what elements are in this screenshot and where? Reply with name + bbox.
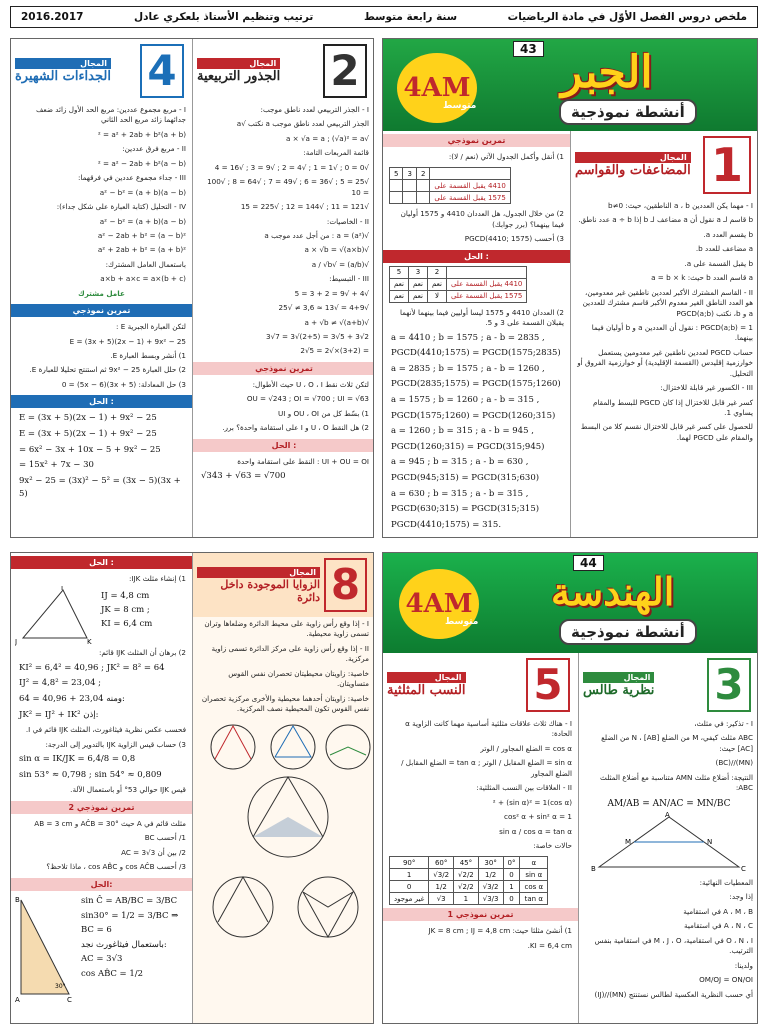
table-cell: √3 <box>429 893 454 905</box>
thales-ratio: AM/AB = AN/AC = MN/BC <box>607 798 731 809</box>
domain-5-tag: المجال <box>387 672 466 683</box>
geometry-4am-logo: 4AM <box>399 569 479 639</box>
domain-5-text-line: (cos α)² + (sin α)² = 1 <box>492 797 572 807</box>
table-cell: لا <box>427 290 446 302</box>
solution-steps <box>383 331 570 534</box>
table-cell <box>430 168 510 180</box>
domain-4-common-factor-note: عامل مشترك <box>78 288 125 298</box>
exercise-2-line: 3/ أحسب cos AĈB و cos AB̂C ، ماذا تلاحظ؟ <box>46 862 186 872</box>
domain-4-solution-line: 9x² − 25 = (3x)² − 5² = (3x − 5)(3x + 5) <box>19 475 181 500</box>
domain-4-solution-line: E = (3x + 5)(2x − 1) + 9x² − 25 <box>19 413 157 424</box>
solution-question-3: 3) حساب قيس الزاوية IJK بالتدوير إلى الدرجة: <box>45 739 186 749</box>
domain-2-exercise-line: OU = √243 ; OI = √700 ; UI = √63 <box>246 394 369 404</box>
algebra-cover <box>383 39 758 131</box>
domain-4-text-line: a² + 2ab + b² = (a + b)² <box>97 245 186 255</box>
table-header-cell: 30° <box>478 857 503 869</box>
table-header-cell: 60° <box>429 857 454 869</box>
panel-circle-angles <box>10 552 374 1024</box>
domain-1-text-line: III - الكسور غير قابلة للاختزال: <box>660 383 753 393</box>
domain-8-column <box>193 553 374 1023</box>
pgcd-step: PGCD(945;315) = PGCD(315;630) <box>391 472 540 483</box>
domain-4-text-line: a² − b² = (a + b)(a − b) <box>99 187 186 197</box>
domain-3-body-2 <box>579 876 758 1002</box>
triangle-ijk-figure <box>15 586 95 646</box>
table-cell: غير موجود <box>390 893 429 905</box>
svg-text:K: K <box>87 638 92 647</box>
given-length: JK = 8 cm ; <box>101 605 150 616</box>
algebra-badge: متوسط <box>443 101 477 111</box>
triangle-ijk-block <box>11 586 192 646</box>
domain-3-text-line: النتيجة: أضلاع مثلث AMN متناسبة مع أضلاع المثلث ABC: <box>600 772 753 793</box>
given-length: KI = 6,4 cm <box>101 618 153 629</box>
geometry-badge: متوسط <box>445 617 479 627</box>
domain-3-text-line: (MN)//(BC) <box>715 758 753 768</box>
table-cell <box>403 180 416 192</box>
domain-1-text-line: b قاسم لـ a نقول أن a مضاعف لـ b إذا a ÷ b عدد ناطق. <box>578 215 753 225</box>
domain-8-header <box>193 553 374 617</box>
exercise-question-1: 1) أنقل وأكمل الجدول الآتي (نعم / لا): <box>448 152 564 161</box>
solution-question-1: 1) إنشاء مثلث IJK: <box>128 574 186 583</box>
domain-2-solution: UI + OU = OI : النقط على استقامة واحدة <box>237 456 369 466</box>
table-cell: 0 <box>503 869 520 881</box>
domain-4-text-line: باستعمال العامل المشترك: <box>105 259 186 269</box>
table-cell: نعم <box>408 290 427 302</box>
domain-5-text-line: sin α / cos α = tan α <box>499 826 572 836</box>
trig-values-table <box>389 856 548 905</box>
domain-3-text-line: أي حسب النظرية العكسية لطالس نستنتج (MN)//(IJ) <box>594 989 753 999</box>
calc-line: JK² = IJ² + IK² إذن: <box>19 709 99 720</box>
pgcd-step: a = 2835 ; b = 1575 ; a - b = 1260 , <box>391 363 545 374</box>
domain-1-text-line: حساب PGCD لعددين ناطقين غير معدومين يستعمل خوارزمية إقليدس (القسمة الإقليدية) أو خوارزمية الفروق أو التحليل. <box>577 347 753 378</box>
domain-1-exercise-bar: تمرين نموذجي <box>383 134 570 147</box>
exercise-2-solution-line: cos AB̂C = 1/2 <box>81 969 144 980</box>
domain-2-text-line: I - الجذر التربيعي لعدد ناطق موجب: <box>260 105 369 114</box>
calc-line: IJ² = 4,8² = 23,04 ; <box>19 678 102 689</box>
table-cell: 0 <box>390 881 429 893</box>
sine-degree-values: sin 53° ≈ 0,798 ; sin 54° ≈ 0,809 <box>19 769 162 780</box>
domain-2-text-line: √(a²) = a : من أجل عدد موجب a <box>264 230 369 240</box>
domain-2-tag: المجال <box>197 58 280 69</box>
exercise-2-bar: تمرين نموذجي 2 <box>11 801 192 814</box>
svg-text:C: C <box>67 995 72 1004</box>
exercise-question-2: 2) من خلال الجدول، هل العددان 4410 و 1575 أوليان فيما بينهما؟ (برر جوابك) <box>400 209 564 229</box>
domain-8-title: الزوايا الموجودة داخل دائرة <box>220 577 321 604</box>
domain-2-column <box>193 39 374 537</box>
domain-2-text-line: II - الخاصيات: <box>326 216 369 226</box>
angle-result: قيس IJK حوالي 53° أو باستعمال الآلة. <box>70 785 186 795</box>
table-header-cell: α <box>520 857 548 869</box>
domain-1-text-line: a مضاعف للعدد b. <box>695 244 753 254</box>
domain-4-solution-line: = 15x² + 7x − 30 <box>19 460 94 471</box>
domain-4-text-line: a×b + a×c = a×(b + c) <box>100 274 186 284</box>
table-row-label: 4410 يقبل القسمة على <box>446 278 526 290</box>
domain-1-column <box>571 131 758 537</box>
table-cell: نعم <box>427 278 446 290</box>
table-cell: 2 <box>427 266 446 278</box>
pgcd-step: PGCD(2835;1575) = PGCD(1575;1260) <box>391 379 561 390</box>
domain-5-exercise-bar: تمرين نموذجي 1 <box>383 908 578 921</box>
domain-3-body <box>579 717 758 796</box>
table-cell: 3 <box>408 266 427 278</box>
domain-4-number: 4 <box>147 46 177 95</box>
table-cell: 1 <box>454 893 479 905</box>
domain-4-tag: المجال <box>15 58 111 69</box>
domain-3-text-line: A ، N ، C في استقامية <box>684 921 753 931</box>
exercise-2-line: مثلث قائم في A حيث AĈB = 30° و AB = 3 cm <box>34 818 186 828</box>
domain-4-text-line: (a − b)² = a² − 2ab + b² <box>97 158 186 168</box>
domain-4-exercise-bar: تمرين نموذجي <box>11 304 192 317</box>
table-cell: tan α <box>520 893 548 905</box>
domain-4-exercise-line: لتكن العبارة الجبرية E : <box>116 322 186 332</box>
domain-2-exercise-line: 2) هل النقط U ، O و I على استقامة واحدة؟ برر. <box>222 423 369 433</box>
table-cell: 5 <box>390 168 403 180</box>
table-cell: نعم <box>390 278 409 290</box>
header-year: 2016.2017 <box>21 11 84 23</box>
domain-2-text-line: √a × √b = √(a×b) <box>304 245 369 255</box>
domain-4-solution-line: E = (3x + 5)(2x − 1) + 9x² − 25 <box>19 428 157 439</box>
header-level: سنة رابعة متوسط <box>363 11 458 23</box>
panel-algebra <box>382 38 758 538</box>
pgcd-step: a = 1575 ; b = 1260 ; a - b = 315 , <box>391 395 540 405</box>
table-cell: 3 <box>403 168 416 180</box>
right-triangle-figure <box>15 894 75 1004</box>
svg-text:A: A <box>15 995 20 1004</box>
table-row-label: 1575 يقبل القسمة على <box>430 192 510 204</box>
domain-2-exercise <box>193 378 374 436</box>
domain-4-text-line: III - جداء مجموع عددين في فرقهما: <box>78 173 186 183</box>
table-cell: 5 <box>390 266 409 278</box>
domain-1-text-line: II - القاسم المشترك الأكبر لعددين ناطقين غير معدومين، هو العدد الناطق الغير معدوم الأكبر قاسم مشترك للعددين a و b، نكتب PGCD(a;b) <box>582 287 753 318</box>
table-cell: √3/3 <box>478 893 503 905</box>
domain-1-text-line: كسر غير قابل للاختزال إذا كان PGCD للبسط والمقام يساوي 1. <box>593 397 753 417</box>
domain-5-number-box <box>526 658 570 712</box>
domain-8-text-line: خاصية: زاويتان أحدهما محيطية والأخرى مركزية تحصران نفس القوس تكون المحيطية نصف المركزية. <box>201 693 369 714</box>
svg-text:30°: 30° <box>55 982 66 990</box>
table-cell: √2/2 <box>454 869 479 881</box>
geometry-cover <box>383 553 758 653</box>
table-cell <box>446 266 526 278</box>
domain-2-solution-bar: الحل : <box>193 439 374 452</box>
pgcd-step: a = 630 ; b = 315 ; a - b = 315 , <box>391 488 529 499</box>
table-cell: 0 <box>503 893 520 905</box>
pgcd-step: a = 1260 ; b = 315 ; a - b = 945 , <box>391 426 534 437</box>
domain-2-exercise-line: 1) بسّط كل من OU ، OI و UI <box>278 408 369 418</box>
domain-3-title: نظرية طالس <box>583 683 655 698</box>
domain-3-number: 3 <box>714 660 744 709</box>
exercise-2-solution-bar: الحل: <box>11 878 192 891</box>
domain-2-text-line: √25 = 5 ; √36 = 6 ; √49 = 7 ; √64 = 8 ; √100 = 10 <box>207 177 369 197</box>
domain-5-exercise-line: KI = 6,4 cm. <box>527 940 572 950</box>
table-cell: √3/2 <box>478 881 503 893</box>
table-cell: cos α <box>520 881 548 893</box>
domain-1-text-line: I - مهما يكن العددين a ، b الناطقين، حيث: b≠0 <box>607 201 753 210</box>
table-row <box>390 881 548 893</box>
table-cell: 1/2 <box>429 881 454 893</box>
domain-2-text-line: √4 + √9 = 2 + 3 = 5 <box>294 288 369 298</box>
table-cell: 1/2 <box>478 869 503 881</box>
domain-2-text-line: 2√3 + 5√3 = (2+5)√3 = 7√3 <box>266 332 369 341</box>
domain-2-solution-math: √343 + √63 = √700 <box>201 471 286 482</box>
exercise-2-solution-math <box>73 894 189 984</box>
domain-1-title: المضاعفات والقواسم <box>575 163 691 178</box>
domain-4-number-box <box>140 44 184 98</box>
pgcd-step: a = 4410 ; b = 1575 ; a - b = 2835 , <box>391 332 545 343</box>
domain-2-text-line: III - التبسيط: <box>329 274 369 284</box>
pgcd-step: PGCD(4410;1575) = 315. <box>391 519 502 530</box>
algebra-title: الجبر <box>561 47 653 98</box>
algebra-subtitle: أنشطة نموذجية <box>559 99 697 125</box>
exercise-2-line: 1/ أحسب BC <box>144 833 186 843</box>
svg-text:M: M <box>625 838 632 847</box>
domain-2-text-line: √(a/b) = √a / √b <box>311 259 369 269</box>
domain-1-number: 1 <box>711 138 744 192</box>
solution-calculation <box>11 661 192 723</box>
domain-5-text-line: I - هناك ثلاث علاقات مثلثية أساسية مهما كانت الزاوية α الحادة: <box>405 719 572 739</box>
domain-2-exercise-bar: تمرين نموذجي <box>193 362 374 375</box>
domain-2-number-box <box>323 44 367 98</box>
geometry-title: الهندسة <box>551 569 675 614</box>
domain-1-text-line: b يقبل القسمة على a. <box>684 258 753 268</box>
triangle-given-lengths <box>101 590 152 631</box>
domain-4-title: الجداءات الشهيرة <box>15 69 111 84</box>
domain-8-number-box <box>324 558 367 612</box>
table-cell <box>403 192 416 204</box>
svg-text:A: A <box>665 812 670 820</box>
table-row <box>390 869 548 881</box>
table-header-cell: 90° <box>390 857 429 869</box>
domain-2-body <box>193 103 374 359</box>
table-cell <box>416 192 429 204</box>
domain-4-exercise-line: E = (3x + 5)(2x − 1) + 9x² − 25 <box>69 336 186 346</box>
exercise-2-line: 2/ بين أن AC = 3√3 <box>121 847 186 857</box>
domain-5-text-line: cos² α + sin² α = 1 <box>504 812 572 822</box>
domain-8-text-line: خاصية: زاويتان محيطيتان تحصران نفس القوس متساويتان. <box>228 668 369 689</box>
page-header <box>10 6 758 28</box>
domain-4-text-line: II - مربع فرق عددين: <box>122 144 186 154</box>
svg-text:I: I <box>61 586 64 593</box>
algebra-page-number: 43 <box>513 41 544 57</box>
domain-1-number-box <box>703 136 751 194</box>
domain-5-text-line: II - العلاقات بين النسب المثلثية: <box>476 783 572 793</box>
domain-4-body <box>11 103 192 287</box>
table-cell <box>390 192 403 204</box>
exercise-table <box>389 167 511 204</box>
domain-1-text-line: PGCD(a;b) = 1 : نقول أن العددين a و b أوليان فيما بينهما. <box>591 322 753 343</box>
domain-1-tag: المجال <box>575 152 691 163</box>
domain-2-number: 2 <box>330 46 360 95</box>
given-length: IJ = 4,8 cm <box>101 591 150 602</box>
table-cell <box>390 180 403 192</box>
domain-3-text-line: I - تذكير: في مثلث، <box>694 719 753 728</box>
domain-3-text-line: إذا وجد: <box>729 892 753 902</box>
table-row-label: 4410 يقبل القسمة على <box>430 180 510 192</box>
domain-4-solution <box>11 411 192 503</box>
exercise-2-text <box>11 817 192 875</box>
domain-3-number-box <box>707 658 751 712</box>
svg-text:J: J <box>15 638 18 647</box>
exercise-2-solution-line: sin Ĉ = AB/BC = 3/BC <box>81 895 178 906</box>
domain-1-text-line: a قاسم العدد b حيث: a = b × k <box>651 273 753 283</box>
domain-2-title: الجذور التربيعية <box>197 69 281 84</box>
domain-4-solution-bar: الحل : <box>11 395 192 408</box>
domain-4-solution-line: = 6x² − 3x + 10x − 5 + 9x² − 25 <box>19 444 161 455</box>
domain-4-text-line: a² − b² = (a + b)(a − b) <box>99 216 186 226</box>
pgcd-step: PGCD(1575;1260) = PGCD(1260;315) <box>391 410 556 421</box>
domain-5-text-line: حالات خاصة: <box>533 840 572 850</box>
solution-table <box>389 266 527 303</box>
thales-triangle-figure <box>579 812 758 872</box>
domain-3-header <box>579 653 758 717</box>
svg-text:N: N <box>707 838 713 847</box>
svg-text:B: B <box>15 895 20 904</box>
table-cell <box>416 180 429 192</box>
domain-3-text-line: المعطيات النهائية: <box>699 878 753 888</box>
table-cell: 2 <box>416 168 429 180</box>
table-header-cell: 0° <box>503 857 520 869</box>
header-title: ملخص دروس الفصل الأوّل في مادة الرياضيات <box>507 11 747 23</box>
domain-2-text-line: = (3+2)×√2 = 5√2 <box>300 346 369 356</box>
table-cell: 1 <box>503 881 520 893</box>
domain-4-column <box>11 39 192 537</box>
domain-2-header <box>193 39 374 103</box>
table-cell: √3/2 <box>429 869 454 881</box>
domain-5-header <box>383 653 578 717</box>
domain-2-text-line: √4+9 = √13 ≈ 3,6 ≠ √25 <box>278 303 369 313</box>
domain-2-exercise-line: لتكن ثلاث نقط U ، O ، I حيث الأطوال: <box>252 379 369 389</box>
domain-4-exercise-line: 3) حل المعادلة: (3x + 5)(5x − 6) = 0 <box>61 379 186 389</box>
domain-4-text-line: a² − 2ab + b² = (a − b)² <box>97 230 186 240</box>
geometry-subtitle: أنشطة نموذجية <box>559 619 697 645</box>
exercise-2-solution-block <box>11 894 192 1012</box>
pgcd-step: PGCD(1260;315) = PGCD(315;945) <box>391 441 545 452</box>
domain-3-text-line: OM/OJ = ON/OI <box>699 975 753 985</box>
domain-8-body <box>193 617 374 717</box>
table-row <box>390 857 548 869</box>
table-cell: √2/2 <box>454 881 479 893</box>
domain-8-text-line: II - إذا وقع رأس زاوية على مركز الدائرة تسمى زاوية مركزية. <box>211 643 369 664</box>
domain-2-text-line: قائمة المربعات التامة: <box>303 148 369 158</box>
exercise-2-solution-line: sin30° = 1/2 = 3/BC ⇒ BC = 6 <box>81 911 179 935</box>
domain-5-exercise-line: 1) أنشئ مثلثا حيث: JK = 8 cm ; IJ = 4,8 cm <box>428 926 572 936</box>
domain-3-column <box>579 653 758 1023</box>
domain-2-text-line: √121 = 11 ; √144 = 12 ; √225 = 15 <box>240 202 369 212</box>
domain-2-text-line: √0 = 0 ; √1 = 1 ; √4 = 2 ; √9 = 3 ; √16 = 4 <box>214 162 369 172</box>
table-cell: نعم <box>390 290 409 302</box>
domain-1-solution-bar: الحل : <box>383 250 570 263</box>
pgcd-step: a = 945 ; b = 315 ; a - b = 630 , <box>391 457 529 468</box>
domain-4-text-line: (a + b)² = a² + 2ab + b² <box>97 129 186 139</box>
table-row <box>390 893 548 905</box>
circle-angle-figures <box>193 717 374 967</box>
table-row-label: 1575 يقبل القسمة على <box>446 290 526 302</box>
domain-3-text-line: ABC مثلث كيفي، M من الضلع [AB] ، N من الضلع [AC] حيث: <box>601 733 753 753</box>
exercise-2-solution-line: باستعمال فيثاغورث نجد: AC = 3√3 <box>81 940 167 964</box>
domain-1-header <box>571 131 758 199</box>
geometry-page-number: 44 <box>573 555 604 571</box>
domain-1-text-line: b يقسم العدد a. <box>703 229 753 239</box>
svg-text:B: B <box>591 865 596 873</box>
panel-geometry <box>382 552 758 1024</box>
domain-5-title: النسب المثلثية <box>387 683 466 698</box>
solution-question-2: 2) برهان أن المثلث IJK قائم: <box>98 648 186 658</box>
domain-8-text-line: I - إذا وقع رأس زاوية على محيط الدائرة وضلعاها وتران تسمى زاوية محيطية. <box>204 619 369 639</box>
algebra-4am-logo: 4AM <box>397 53 477 123</box>
domain-3-text-line: ولدينا: <box>734 960 753 970</box>
domain-1-body <box>571 199 758 445</box>
domain-3-text-line: O ، N ، I في استقامية، M ، J ، O في استقامية بنفس الترتيب. <box>594 935 753 956</box>
domain-2-text-line: الجذر التربيعي لعدد ناطق موجب a نكتب √a <box>236 119 369 129</box>
calc-line: 64 = 40,96 + 23,04 ومنه: <box>19 694 125 705</box>
solution-answer-2: 2) العددان 4410 و 1575 ليسا أوليين فيما بينهما لأنهما يقبلان القسمة على 3 و 5. <box>399 307 564 328</box>
domain-8-solution-column <box>11 553 192 1023</box>
domain-3-tag: المجال <box>583 672 654 683</box>
domain-1-text-line: للحصول على كسر غير قابل للاختزال نقسم كلا من البسط والمقام على PGCD لهما. <box>580 422 753 442</box>
domain-2-text-line: √a × √a = a ; (√a)² = a <box>285 133 369 143</box>
domain-5-column <box>383 653 578 1023</box>
pgcd-step: PGCD(630;315) = PGCD(315;315) <box>391 504 540 515</box>
panel-roots-products <box>10 38 374 538</box>
table-header-cell: 45° <box>454 857 479 869</box>
solution-bar: الحل : <box>11 556 192 569</box>
domain-4-text-line: IV - التحليل (كتابة العبارة على شكل جداء): <box>56 202 186 212</box>
domain-4-text-line: I - مربع مجموع عددين: مربع الحد الأول زائد ضعف جدائهما زائد مربع الحد الثاني <box>35 105 186 125</box>
domain-4-exercise-line: 1) أنشر وبسط العبارة E. <box>110 351 186 360</box>
domain-8-tag: المجال <box>197 567 320 578</box>
domain-8-number: 8 <box>330 560 361 609</box>
table-cell: نعم <box>408 278 427 290</box>
exercise-question-3: 3) أحسب PGCD(4410; 1575) <box>464 234 564 244</box>
domain-4-exercise-line: 2) حلل العبارة 9x² − 25 ثم استنتج تحليلا للعبارة E. <box>29 365 186 375</box>
domain-5-number: 5 <box>533 660 563 709</box>
domain-5-text-line: sin α = الضلع المقابل / الوتر ; tan α = الضلع المقابل / الضلع المجاور <box>401 758 572 778</box>
domain-2-text-line: √a + √b ≠ √(a+b) <box>304 317 369 327</box>
calc-line: KI² = 6,4² = 40,96 ; JK² = 8² = 64 <box>19 662 165 673</box>
domain-5-body <box>383 717 578 853</box>
domain-3-text-line: A ، M ، B في استقامية <box>683 906 753 916</box>
table-cell: sin α <box>520 869 548 881</box>
domain-5-text-line: cos α = الضلع المجاور / الوتر <box>480 743 572 753</box>
sine-calculation: sin α = IK/JK = 6,4/8 = 0,8 <box>19 754 136 765</box>
pgcd-step: PGCD(4410;1575) = PGCD(1575;2835) <box>391 348 561 359</box>
header-author: ترتيب وتنظيم الأستاذ بلعكري عادل <box>134 11 314 23</box>
domain-4-exercise <box>11 320 192 392</box>
svg-text:C: C <box>741 865 746 873</box>
domain-4-header <box>11 39 192 103</box>
pythagoras-conclusion: فحسب عكس نظرية فيثاغورث، المثلث IJK قائم في I. <box>25 725 186 735</box>
table-cell: 1 <box>390 869 429 881</box>
domain-1-exercise-column <box>383 131 570 537</box>
